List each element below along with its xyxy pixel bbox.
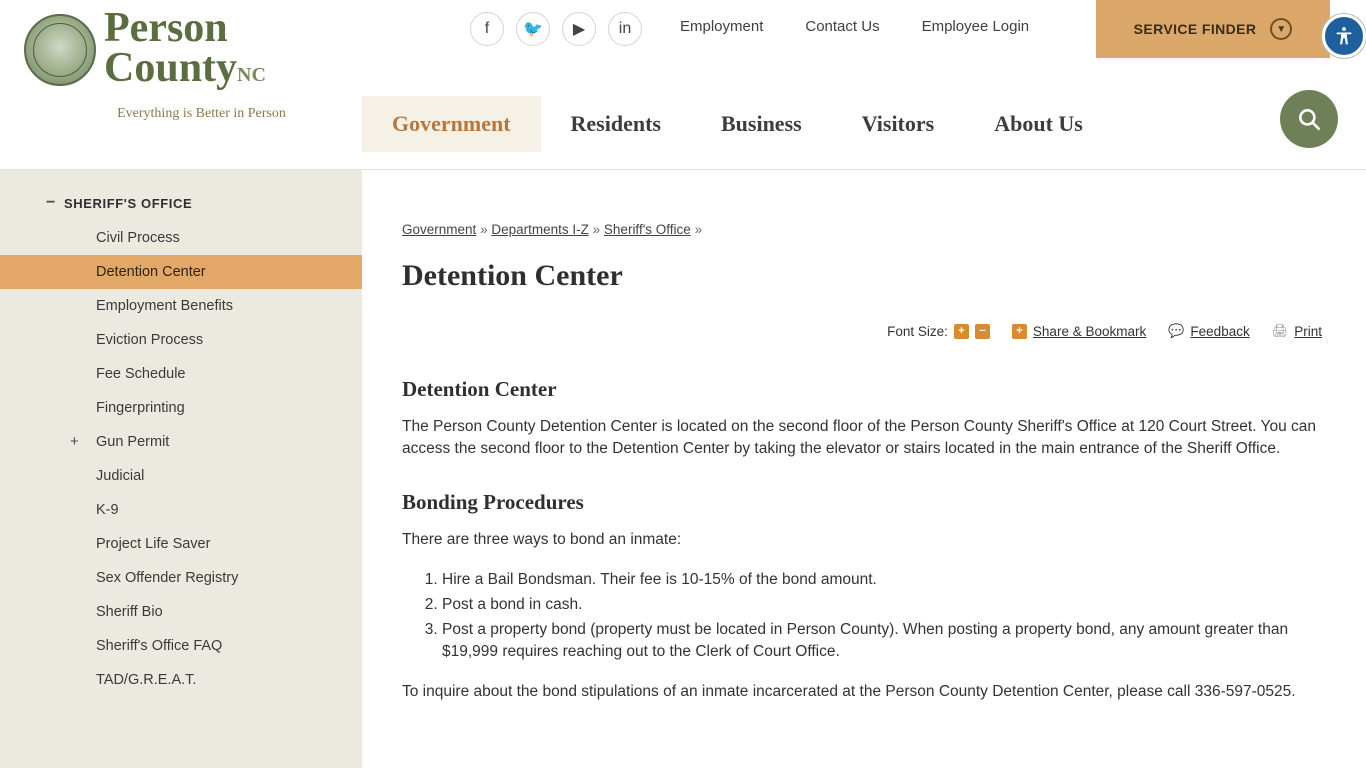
section-heading-detention-center: Detention Center (402, 377, 557, 401)
sidebar-item-judicial[interactable] (0, 459, 362, 493)
section-heading-bonding-procedures: Bonding Procedures (402, 490, 584, 514)
sidebar (0, 170, 362, 768)
sidebar-item-label: Employment Benefits (96, 298, 234, 314)
page-title: Detention Center (402, 259, 623, 292)
link-employment[interactable]: Employment (680, 18, 764, 35)
breadcrumb-departments[interactable]: Departments I-Z (491, 222, 589, 237)
sidebar-item-label: Sex Offender Registry (96, 570, 239, 586)
service-finder-label: SERVICE FINDER (1133, 21, 1257, 37)
county-seal-icon (24, 14, 96, 86)
font-size-control (887, 324, 990, 339)
breadcrumb-separator: » (592, 222, 601, 237)
main-navigation (362, 96, 1113, 152)
logo-title-line1: Person (104, 5, 228, 51)
site-header (0, 0, 1366, 170)
sidebar-item-label: K-9 (96, 502, 119, 518)
sidebar-item-sex-offender-registry[interactable] (0, 561, 362, 595)
list-item: 2. Post a bond in cash. (442, 594, 1322, 616)
site-logo[interactable] (24, 5, 324, 158)
sidebar-item-label: Eviction Process (96, 332, 204, 348)
nav-visitors[interactable]: Visitors (861, 111, 935, 136)
sidebar-item-label: Detention Center (96, 264, 206, 280)
sidebar-item-label: Civil Process (96, 230, 180, 246)
sidebar-item-k9[interactable] (0, 493, 362, 527)
chevron-down-icon: ▼ (1270, 18, 1292, 40)
logo-text (104, 5, 299, 123)
sidebar-item-label: Gun Permit (96, 434, 170, 450)
feedback-icon: 💬 (1168, 323, 1185, 338)
list-item: 1. Hire a Bail Bondsman. Their fee is 10-15% of the bond amount. (442, 569, 1322, 591)
font-decrease-button[interactable]: − (975, 324, 990, 339)
facebook-icon[interactable]: f (470, 12, 504, 46)
logo-title-line2 (104, 45, 299, 95)
sidebar-item-label: Project Life Saver (96, 536, 211, 552)
feedback-button[interactable] (1168, 323, 1249, 339)
utility-links (680, 18, 1029, 35)
list-item: 3. Post a property bond (property must be located in Person County). When posting a property bond, any amount greater than $19,999 requires reaching out to the Clerk of Court Office. (442, 619, 1322, 663)
nav-residents[interactable]: Residents (570, 111, 661, 136)
sidebar-heading-toggle-icon[interactable]: − (46, 194, 56, 211)
link-employee-login[interactable]: Employee Login (921, 18, 1030, 35)
breadcrumb (402, 222, 1322, 237)
page-tools (402, 323, 1322, 339)
sidebar-item-label: TAD/G.R.E.A.T. (96, 672, 197, 688)
font-size-label: Font Size: (887, 323, 948, 339)
linkedin-icon[interactable]: in (608, 12, 642, 46)
print-label: Print (1294, 323, 1322, 339)
breadcrumb-trailing: » (694, 222, 703, 237)
sidebar-item-label: Fingerprinting (96, 400, 185, 416)
sidebar-item-project-life-saver[interactable] (0, 527, 362, 561)
sidebar-heading-label: SHERIFF'S OFFICE (64, 196, 193, 211)
logo-county-word: County (104, 45, 238, 91)
link-contact-us[interactable]: Contact Us (805, 18, 880, 35)
bonding-intro-text: There are three ways to bond an inmate: (402, 531, 682, 548)
breadcrumb-separator: » (480, 222, 488, 237)
print-button[interactable] (1272, 323, 1322, 339)
page-body (0, 170, 1366, 768)
sidebar-heading[interactable] (0, 188, 362, 221)
expand-icon[interactable]: + (70, 433, 79, 450)
service-finder-button[interactable] (1096, 0, 1330, 58)
logo-tagline: Everything is Better in Person (117, 106, 286, 121)
social-links (470, 12, 642, 46)
share-bookmark-button[interactable] (1012, 324, 1146, 339)
section-paragraph-detention-center: The Person County Detention Center is located on the second floor of the Person County Sheriff's Office at 120 Court Street. You can access the second floor to the Detention Center by taking the elevator or stairs located in the main entrance of the Sheriff Office. (402, 418, 1316, 457)
sidebar-item-label: Judicial (96, 468, 145, 484)
youtube-icon[interactable]: ▶ (562, 12, 596, 46)
bonding-contact-text: To inquire about the bond stipulations of an inmate incarcerated at the Person County Detention Center, please call 336-597-0525. (402, 683, 1296, 700)
sidebar-item-label: Sheriff's Office FAQ (96, 638, 223, 654)
sidebar-item-civil-process[interactable] (0, 221, 362, 255)
feedback-label: Feedback (1190, 323, 1250, 339)
breadcrumb-government[interactable]: Government (402, 222, 477, 237)
sidebar-item-employment-benefits[interactable] (0, 289, 362, 323)
font-increase-button[interactable]: + (954, 324, 969, 339)
breadcrumb-sheriffs-office[interactable]: Sheriff's Office (603, 222, 691, 237)
sidebar-item-label: Fee Schedule (96, 366, 186, 382)
logo-state: NC (237, 64, 266, 86)
sidebar-item-detention-center[interactable] (0, 255, 362, 289)
search-icon[interactable] (1280, 90, 1338, 148)
sidebar-item-eviction-process[interactable] (0, 323, 362, 357)
share-bookmark-label: Share & Bookmark (1032, 323, 1147, 339)
sidebar-item-fingerprinting[interactable] (0, 391, 362, 425)
nav-business[interactable]: Business (720, 111, 802, 136)
sidebar-item-sheriffs-office-faq[interactable] (0, 629, 362, 663)
nav-government[interactable]: Government (362, 96, 541, 152)
sidebar-item-fee-schedule[interactable] (0, 357, 362, 391)
sidebar-item-label: Sheriff Bio (96, 604, 163, 620)
print-icon: 🖨 (1271, 323, 1289, 338)
sidebar-item-gun-permit[interactable] (0, 425, 362, 459)
main-content (362, 170, 1366, 768)
sidebar-item-sheriff-bio[interactable] (0, 595, 362, 629)
accessibility-icon[interactable] (1322, 14, 1366, 58)
nav-about-us[interactable]: About Us (994, 111, 1083, 136)
sidebar-item-tad-great[interactable] (0, 663, 362, 697)
bonding-options-list (402, 569, 1322, 663)
share-icon: + (1012, 324, 1027, 339)
twitter-icon[interactable]: 🐦 (516, 12, 550, 46)
